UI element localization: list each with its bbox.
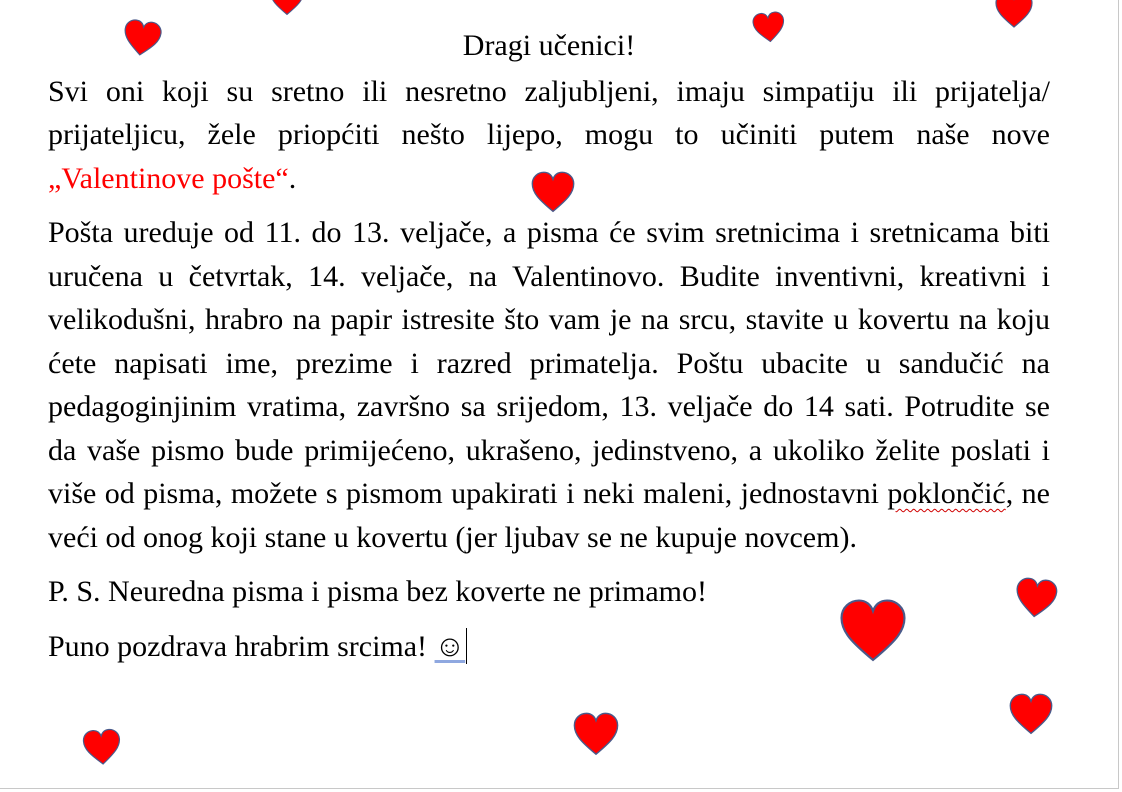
intro-end: . [288,161,297,195]
heart-icon [838,596,908,668]
spellcheck-flagged-word[interactable]: poklončić [887,477,1006,510]
heart-icon [530,166,576,220]
heart-icon [994,0,1034,32]
heart-icon [1008,690,1054,740]
heart-icon [750,8,788,47]
valentine-post-highlight: „Valentinove pošte“ [48,161,289,195]
intro-text: Svi oni koji su sretno ili nesretno zaljubljeni, imaju simpatiju ili prijatelja/ prijateljicu, žele priopćiti nešto lijepo, mogu to učiniti putem naše nove [48,74,1050,151]
heart-icon [572,710,620,760]
document-body[interactable] [48,24,1050,679]
heart-icon [1012,572,1061,626]
heart-icon [119,13,165,64]
paragraph-postscript: P. S. Neuredna pisma i pisma bez koverte ne primamo! [48,575,708,608]
text-cursor [466,628,467,664]
heart-icon [268,0,306,18]
page-title: Dragi učenici! [462,29,636,62]
smiley-icon: ☺ [434,629,466,663]
closing-text: Puno pozdrava hrabrim srcima! [48,629,435,663]
instructions-end: , ne veći od onog koji stane u kovertu (jer ljubav se ne kupuje novcem). [48,477,1050,554]
heart-icon [81,725,124,772]
instructions-text: Pošta ureduje od 11. do 13. veljače, a pisma će svim sretnicima i sretnicama biti uručena u četvrtak, 14. veljače, na Valentinovo. Budite inventivni, kreativni i velikodušni, hrabro na papir istresite što vam je na srcu, stavite u kovertu na koju ćete napisati ime, prezime i razred primatelja. Poštu ubacite u sandučić na pedagoginjinim vratima, završno sa srijedom, 13. veljače do 14 sati. Potrudite se da vaše pismo bude primijećeno, ukrašeno, jedinstveno, a ukoliko želite poslati i više od pisma, možete s pismom upakirati i neki maleni, jednostavni [48,216,1050,510]
paragraph-instructions [48,211,1050,559]
